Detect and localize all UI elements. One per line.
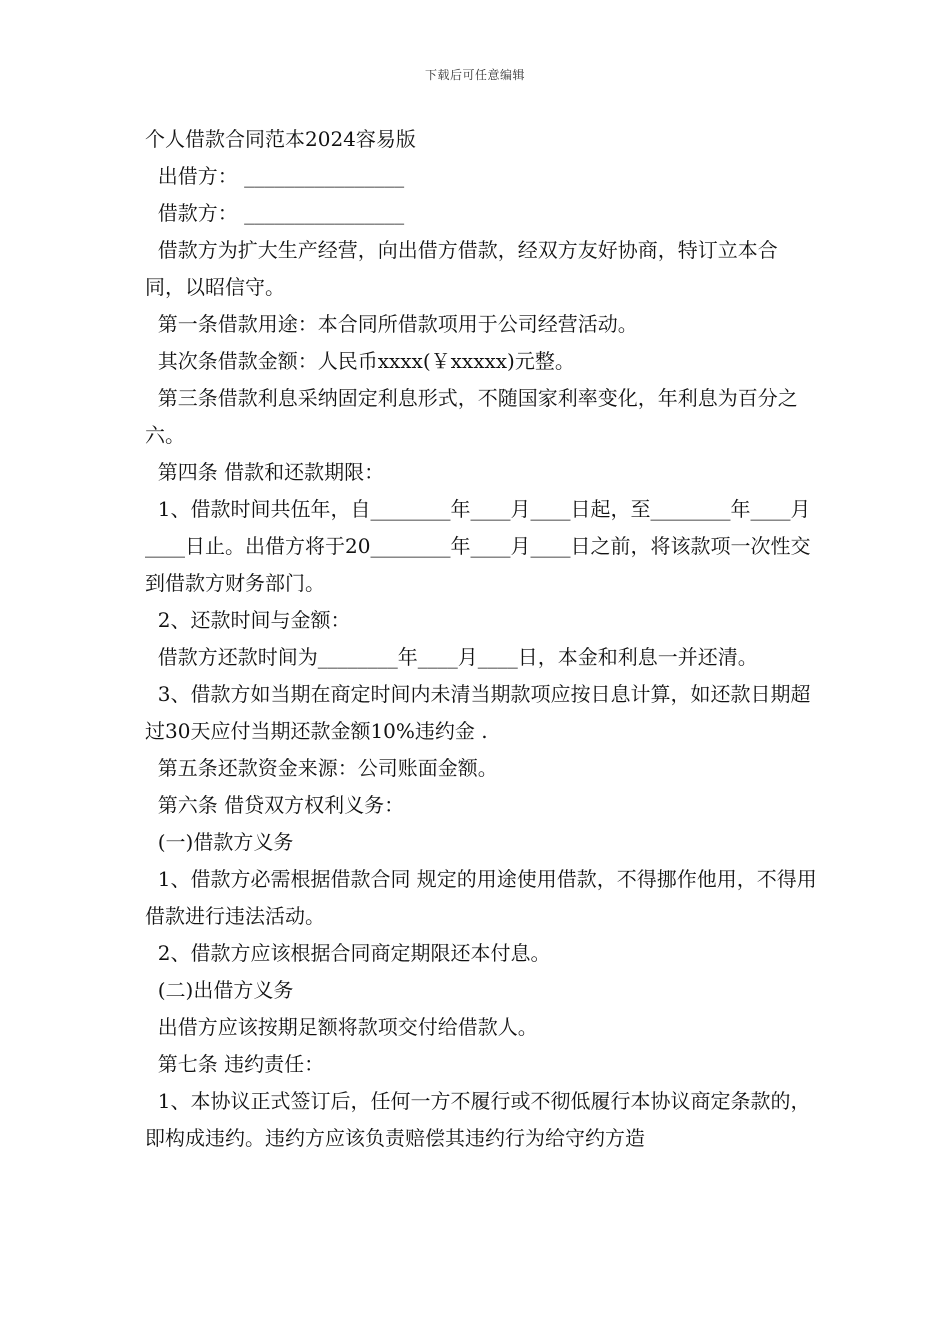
article-4-item-2-heading: 2、还款时间与金额： [145, 608, 351, 632]
lender-duties-heading: (二)出借方义务 [145, 978, 294, 1002]
lender-duty-1: 出借方应该按期足额将款项交付给借款人。 [145, 1015, 538, 1039]
article-4-item-3: 3、借款方如当期在商定时间内未清当期款项应按日息计算，如还款日期超过30天应付当期还款金额10%违约金 . [145, 682, 811, 743]
page-header-note: 下载后可任意编辑 [424, 68, 525, 82]
borrower-duty-2: 2、借款方应该根据合同商定期限还本付息。 [145, 941, 551, 965]
article-2-amount: 其次条借款金额：人民币xxxx(￥xxxxx)元整。 [145, 349, 575, 373]
article-4-item-1: 1、借款时间共伍年，自________年____月____日起，至________年____月____日止。出借方将于20________年____月____日之前，将该款项一次性交到借款方财务部门。 [145, 497, 811, 595]
article-1-purpose: 第一条借款用途：本合同所借款项用于公司经营活动。 [145, 312, 638, 336]
article-7-item-1: 1、本协议正式签订后，任何一方不履行或不彻低履行本协议商定条款的，即构成违约。违约方应该负责赔偿其违约行为给守约方造 [145, 1089, 811, 1150]
article-4-heading: 第四条 借款和还款期限： [145, 460, 385, 484]
article-4-item-2-body: 借款方还款时间为________年____月____日，本金和利息一并还清。 [145, 645, 758, 669]
article-6-heading: 第六条 借贷双方权利义务： [145, 793, 405, 817]
lender-line: 出借方： ________________ [145, 164, 405, 188]
article-7-heading: 第七条 违约责任： [145, 1052, 325, 1076]
article-5-source: 第五条还款资金来源：公司账面金额。 [145, 756, 498, 780]
borrower-duties-heading: (一)借款方义务 [145, 830, 294, 854]
document-title: 个人借款合同范本2024容易版 [145, 127, 416, 151]
preamble-paragraph: 借款方为扩大生产经营，向出借方借款，经双方友好协商，特订立本合同，以昭信守。 [145, 238, 778, 299]
document-body [145, 121, 817, 1157]
borrower-line: 借款方： ________________ [145, 201, 405, 225]
borrower-duty-1: 1、借款方必需根据借款合同 规定的用途使用借款，不得挪作他用，不得用借款进行违法活动。 [145, 867, 817, 928]
article-3-interest: 第三条借款利息采纳固定利息形式，不随国家利率变化，年利息为百分之六。 [145, 386, 798, 447]
